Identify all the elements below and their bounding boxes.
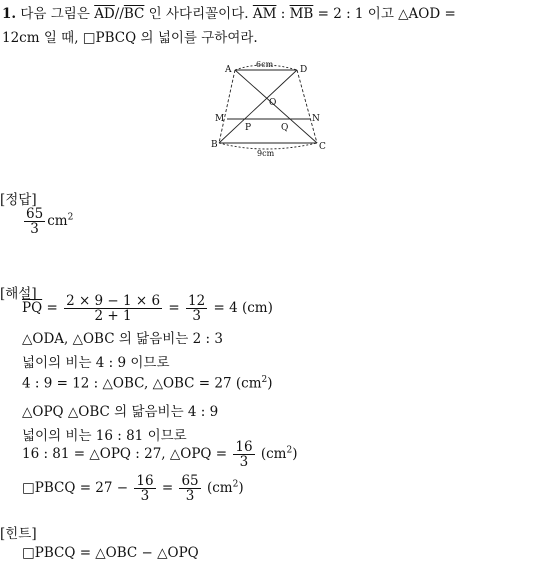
parallel-symbol: // (114, 6, 124, 22)
problem-number: 1. (2, 6, 17, 22)
label-bottom-length: 9cm (257, 149, 275, 158)
label-a: A (225, 65, 232, 75)
segment-am: $\overline{AM}$ (252, 6, 277, 22)
answer-label: [정답] (0, 192, 37, 208)
label-o: O (269, 98, 277, 108)
segment-mb: $\overline{MB}$ (289, 6, 314, 22)
explanation-line-3: 넓이의 비는 4 : 9 이므로 (22, 355, 170, 371)
side-ab (219, 70, 235, 143)
explanation-line-5: △OPQ △OBC 의 닮음비는 4 : 9 (22, 404, 219, 420)
label-m: M (215, 114, 225, 124)
trapezoid-figure (205, 58, 330, 158)
label-p: P (245, 123, 252, 133)
segment-ad: $\overline{AD}$ (94, 6, 115, 22)
answer-value: $\frac{65}{3}$ $cm^2$ (26, 206, 74, 238)
label-n: N (312, 114, 320, 124)
problem-text: 인 사다리꼴이다. (144, 6, 253, 22)
colon: : (276, 6, 290, 22)
answer-fraction: $\frac{65}{3}$ (26, 206, 44, 238)
explanation-line-4: 4 : 9 = 12 : △OBC, △OBC = 27 $(cm^2)$ (22, 375, 273, 392)
label-q: Q (281, 123, 289, 133)
side-dc (297, 70, 317, 143)
problem-text: 다음 그림은 (20, 6, 95, 22)
explanation-line-2: △ODA, △OBC 의 닮음비는 2 : 3 (22, 331, 223, 347)
label-d: D (300, 65, 308, 75)
explanation-line-8: □PBCQ = 27 − $\frac{16}{3}$ = $\frac{65}{3}$ $(cm^2)$ (22, 473, 244, 505)
answer-unit: cm (47, 213, 68, 230)
explanation-label: [해설] (0, 286, 37, 302)
segment-bc: $\overline{BC}$ (123, 6, 145, 22)
problem-line-1 (2, 2, 456, 22)
problem-text: = 2 : 1 이고 △AOD = (313, 6, 456, 22)
label-c: C (319, 142, 326, 152)
label-top-length: 6cm (256, 60, 274, 69)
problem-line-2: 12cm 일 때, □PBCQ 의 넓이를 구하여라. (2, 30, 258, 46)
explanation-line-7: 16 : 81 = △OPQ : 27, △OPQ = $\frac{16}{3}$ $(cm^2)$ (22, 439, 298, 471)
hint-label: [힌트] (0, 526, 37, 542)
hint-text: □PBCQ = △OBC − △OPQ (22, 545, 199, 561)
explanation-line-1: $\overline{PQ}$ = $\frac{2 \times 9 - 1 \times 6}{2 + 1}$ = $\frac{12}{3}$ = 4 (cm) (22, 293, 273, 325)
label-b: B (211, 140, 218, 150)
explanation-line-6: 넓이의 비는 16 : 81 이므로 (22, 428, 187, 444)
